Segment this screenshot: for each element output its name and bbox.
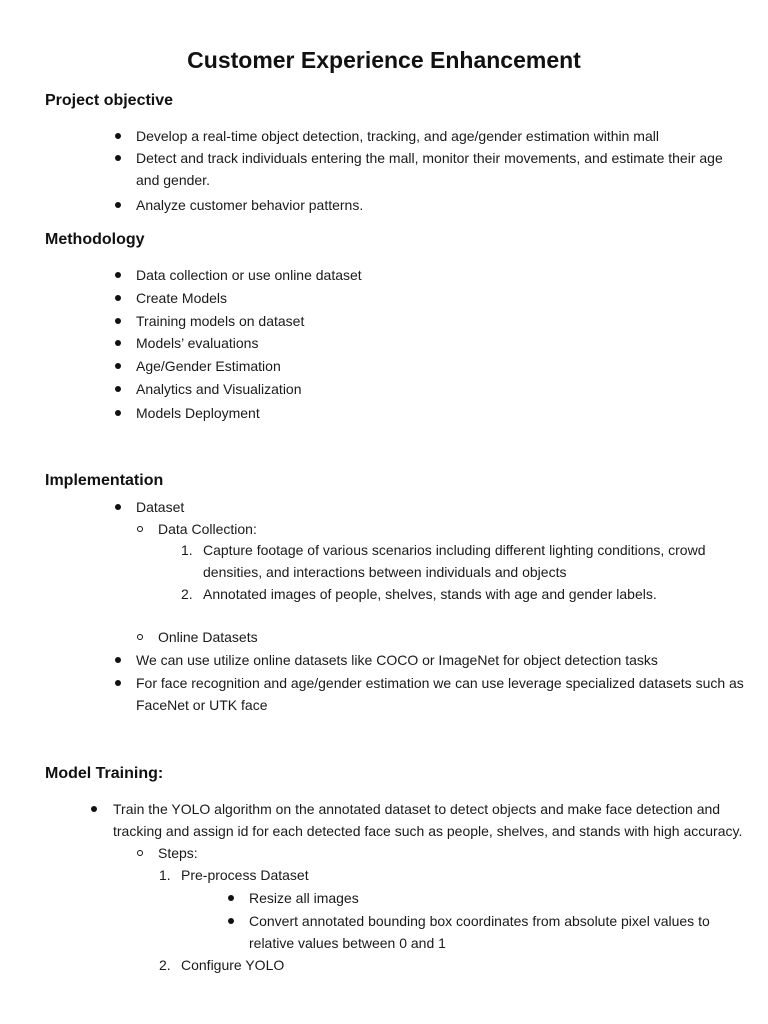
implementation-dataset: Dataset — [136, 499, 185, 515]
collection-step-1-continued: densities, and interactions between individuals and objects — [203, 564, 567, 580]
step1-item-2: Convert annotated bounding box coordinates from absolute pixel values to — [249, 913, 710, 929]
bullet-icon — [115, 202, 121, 208]
bullet-icon — [115, 155, 121, 161]
collection-step-1: Capture footage of various scenarios including different lighting conditions, crowd — [203, 542, 706, 558]
section-heading-objective: Project objective — [45, 92, 174, 109]
training-steps-label: Steps: — [158, 845, 198, 861]
hollow-bullet-icon — [137, 634, 143, 640]
methodology-item-1: Data collection or use online dataset — [136, 267, 362, 283]
implementation-bullet-1: We can use utilize online datasets like COCO or ImageNet for object detection tasks — [136, 652, 658, 668]
methodology-item-5: Age/Gender Estimation — [136, 358, 281, 374]
objective-item-2-continued: and gender. — [136, 172, 210, 188]
methodology-item-4: Models’ evaluations — [136, 335, 259, 351]
training-main: Train the YOLO algorithm on the annotated dataset to detect objects and make face detection and — [113, 801, 721, 817]
implementation-online-datasets: Online Datasets — [158, 629, 258, 645]
document-title: Customer Experience Enhancement — [187, 47, 581, 73]
methodology-item-6: Analytics and Visualization — [136, 381, 302, 397]
objective-item-2: Detect and track individuals entering the mall, monitor their movements, and estimate their age — [136, 150, 723, 166]
bullet-icon — [115, 680, 121, 686]
bullet-icon — [115, 272, 121, 278]
bullet-icon — [91, 806, 97, 812]
implementation-bullet-2-continued: FaceNet or UTK face — [136, 697, 268, 713]
list-number: 1. — [181, 542, 193, 558]
bullet-icon — [115, 340, 121, 346]
section-heading-training: Model Training: — [45, 765, 164, 782]
list-number: 2. — [181, 586, 193, 602]
step1-item-2-continued: relative values between 0 and 1 — [249, 935, 446, 951]
methodology-item-3: Training models on dataset — [136, 313, 305, 329]
hollow-bullet-icon — [137, 526, 143, 532]
section-heading-implementation: Implementation — [45, 472, 164, 489]
implementation-bullet-2: For face recognition and age/gender estimation we can use leverage specialized datasets such as — [136, 675, 744, 691]
section-heading-methodology: Methodology — [45, 231, 145, 248]
step1-item-1: Resize all images — [249, 890, 359, 906]
bullet-icon — [115, 410, 121, 416]
objective-item-3: Analyze customer behavior patterns. — [136, 197, 364, 213]
methodology-item-7: Models Deployment — [136, 405, 260, 421]
bullet-icon — [115, 133, 121, 139]
training-main-continued: tracking and assign id for each detected face such as people, shelves, and stands with high accuracy. — [113, 823, 743, 839]
list-number: 2. — [159, 957, 171, 973]
bullet-icon — [115, 295, 121, 301]
bullet-icon — [115, 504, 121, 510]
implementation-data-collection: Data Collection: — [158, 521, 257, 537]
list-number: 1. — [159, 867, 171, 883]
bullet-icon — [115, 657, 121, 663]
methodology-item-2: Create Models — [136, 290, 228, 306]
bullet-icon — [228, 918, 234, 924]
hollow-bullet-icon — [137, 850, 143, 856]
bullet-icon — [115, 363, 121, 369]
training-step-1: Pre-process Dataset — [181, 867, 309, 883]
objective-item-1: Develop a real-time object detection, tracking, and age/gender estimation within mall — [136, 128, 659, 144]
training-step-2: Configure YOLO — [181, 957, 285, 973]
bullet-icon — [115, 386, 121, 392]
bullet-icon — [228, 895, 234, 901]
bullet-icon — [115, 318, 121, 324]
collection-step-2: Annotated images of people, shelves, stands with age and gender labels. — [203, 586, 657, 602]
